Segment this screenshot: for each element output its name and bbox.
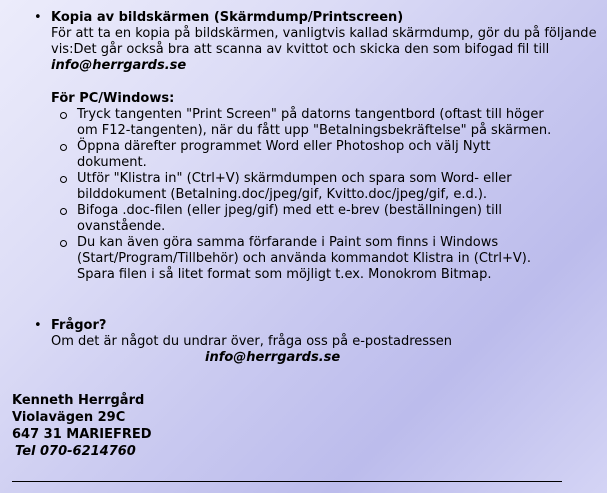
section-heading: Kopia av bildskärmen (Skärmdump/Printscreen) xyxy=(51,10,404,25)
circle-bullet-icon xyxy=(60,112,67,119)
main-list xyxy=(0,10,600,366)
list-item xyxy=(51,235,561,283)
contact-street: Violavägen 29C xyxy=(12,410,126,425)
contact-name: Kenneth Herrgård xyxy=(12,393,145,408)
section-text xyxy=(51,26,600,74)
contact-phone: Tel 070-6214760 xyxy=(15,444,136,459)
list-item xyxy=(51,107,561,139)
step-text: Du kan även göra samma förfarande i Paint som finns i Windows (Start/Program/Tillbehör) och använda kommandot Klistra in (Ctrl+V). Spara filen i så litet format som möjligt t.ex. Monokrom Bitmap. xyxy=(77,235,531,282)
circle-bullet-icon xyxy=(60,176,67,183)
email-link[interactable]: info@herrgards.se xyxy=(205,350,341,365)
pc-windows-heading: För PC/Windows: xyxy=(51,91,175,106)
circle-bullet-icon xyxy=(60,208,67,215)
section-questions xyxy=(0,318,600,366)
bullet-icon: • xyxy=(34,318,42,333)
list-item xyxy=(51,203,561,235)
step-text: Utför "Klistra in" (Ctrl+V) skärmdumpen och spara som Word- eller bilddokument (Betalning.doc/jpeg/gif, Kvitto.doc/jpeg/gif, e.d.). xyxy=(77,171,512,202)
divider xyxy=(12,481,562,482)
questions-heading: Frågor? xyxy=(51,318,107,333)
intro-text: För att ta en kopia på bildskärmen, vanligtvis kallad skärmdump, gör du på följande vis:Det går också bra att scanna av kvittot och skicka den som bifogad fil till xyxy=(51,26,597,57)
step-text: Tryck tangenten "Print Screen" på datorns tangentbord (oftast till höger om F12-tangenten), när du fått upp "Betalningsbekräftelse" på skärmen. xyxy=(77,107,552,138)
questions-email-row xyxy=(51,350,600,366)
contact-block xyxy=(12,392,152,460)
circle-bullet-icon xyxy=(60,240,67,247)
steps-list xyxy=(51,107,561,283)
list-item xyxy=(51,139,561,171)
email-link[interactable]: info@herrgards.se xyxy=(51,58,187,73)
circle-bullet-icon xyxy=(60,144,67,151)
section-screenshot xyxy=(0,10,600,283)
step-text: Öppna därefter programmet Word eller Photoshop och välj Nytt dokument. xyxy=(77,139,491,170)
contact-city: 647 31 MARIEFRED xyxy=(12,427,152,442)
bullet-icon: • xyxy=(34,10,42,25)
step-text: Bifoga .doc-filen (eller jpeg/gif) med ett e-brev (beställningen) till ovanstående. xyxy=(77,203,502,234)
questions-text: Om det är något du undrar över, fråga oss på e-postadressen xyxy=(51,334,453,349)
list-item xyxy=(51,171,561,203)
